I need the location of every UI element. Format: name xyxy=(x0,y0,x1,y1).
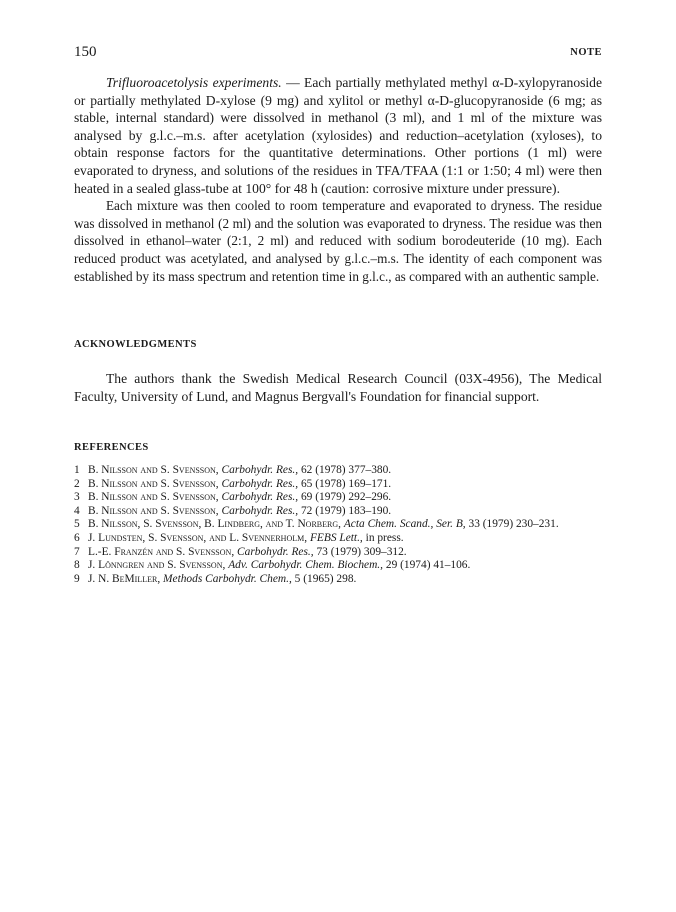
reference-item xyxy=(74,464,602,478)
reference-journal: Carbohydr. Res., xyxy=(221,464,299,476)
reference-authors: B. Nilsson and S. Svensson, xyxy=(88,491,219,504)
reference-item xyxy=(74,559,602,573)
reference-item xyxy=(74,478,602,492)
page-number: 150 xyxy=(74,44,97,60)
paragraph-run-in-title: Trifluoroacetolysis experiments. xyxy=(106,75,282,90)
reference-details: 5 (1965) 298. xyxy=(294,572,357,585)
paragraph-reduction: Each mixture was then cooled to room temperature and evaporated to dryness. The residue was dissolved in methanol (2 ml) and the solution was evaporated to dryness. The residue was then dissolved in ethanol–water (2:1, 2 ml) and reduced with sodium borodeuteride (10 mg). Each reduced product was acetylated, and analysed by g.l.c.–m.s. The identity of each component was established by its mass spectrum and retention time in g.l.c., as compared with an authentic sample. xyxy=(74,198,602,284)
reference-authors: J. N. BeMiller, xyxy=(88,572,161,585)
reference-details: 33 (1979) 230–231. xyxy=(468,518,559,531)
reference-authors: B. Nilsson and S. Svensson, xyxy=(88,477,219,490)
reference-details: 72 (1979) 183–190. xyxy=(300,504,392,517)
reference-number: 7 xyxy=(74,545,80,558)
running-head: NOTE xyxy=(570,47,602,58)
reference-journal: Acta Chem. Scand., Ser. B, xyxy=(343,518,466,531)
reference-number: 1 xyxy=(74,464,80,476)
reference-item xyxy=(74,532,602,546)
reference-authors: J. Lönngren and S. Svensson, xyxy=(88,559,226,572)
reference-details: 73 (1979) 309–312. xyxy=(316,545,407,558)
reference-item xyxy=(74,518,602,532)
paragraph-body: — Each partially methylated methyl α-D-xylopyranoside or partially methylated D-xylose (9 mg) and xylitol or methyl α-D-glucopyranoside (6 mg; as stable, internal standard) were dissolved in methanol (3 ml), and 1 ml of the mixture was analysed by g.l.c.–m.s. after acetylation (xylosides) and reduction–acetylation (xyloses), to obtain response factors for the quantitative determinations. Other portions (1 ml) were evaporated to dryness, and solutions of the residues in TFA/TFAA (1:1 or 1:50; 4 ml) were then heated in a sealed glass-tube at 100° for 48 h (caution: corrosive mixture under pressure). xyxy=(74,75,603,196)
reference-authors: B. Nilsson, S. Svensson, B. Lindberg, and T. Norberg, xyxy=(88,518,341,531)
references-heading: REFERENCES xyxy=(74,442,149,453)
reference-journal: Adv. Carbohydr. Chem. Biochem., xyxy=(228,559,384,572)
reference-item xyxy=(74,505,602,519)
reference-authors: L.-E. Franzén and S. Svensson, xyxy=(88,545,235,558)
paragraph-trifluoroacetolysis xyxy=(74,74,602,197)
reference-details: 62 (1978) 377–380. xyxy=(300,464,392,476)
reference-list xyxy=(74,464,602,586)
reference-authors: J. Lundsten, S. Svensson, and L. Svennerholm, xyxy=(88,531,308,544)
reference-item xyxy=(74,546,602,560)
reference-number: 2 xyxy=(74,477,80,490)
reference-journal: Carbohydr. Res., xyxy=(221,477,299,490)
reference-journal: Carbohydr. Res., xyxy=(237,545,314,558)
reference-journal: Methods Carbohydr. Chem., xyxy=(163,572,292,585)
reference-number: 3 xyxy=(74,491,80,504)
acknowledgments-text: The authors thank the Swedish Medical Research Council (03X-4956), The Medical Faculty, University of Lund, and Magnus Bergvall's Foundation for financial support. xyxy=(74,371,602,404)
reference-number: 6 xyxy=(74,531,80,544)
reference-details: 29 (1974) 41–106. xyxy=(385,559,471,572)
reference-item xyxy=(74,573,602,587)
reference-details: in press. xyxy=(365,531,404,544)
reference-number: 9 xyxy=(74,572,80,585)
reference-journal: Carbohydr. Res., xyxy=(221,491,299,504)
reference-details: 69 (1979) 292–296. xyxy=(300,491,392,504)
reference-number: 5 xyxy=(74,518,80,531)
acknowledgments-heading: ACKNOWLEDGMENTS xyxy=(74,339,197,350)
page-header xyxy=(74,44,602,64)
reference-item xyxy=(74,491,602,505)
reference-number: 4 xyxy=(74,504,80,517)
reference-authors: B. Nilsson and S. Svensson, xyxy=(88,504,219,517)
reference-details: 65 (1978) 169–171. xyxy=(300,477,392,490)
reference-journal: Carbohydr. Res., xyxy=(221,504,299,517)
experimental-section xyxy=(74,74,602,285)
reference-number: 8 xyxy=(74,559,80,572)
reference-journal: FEBS Lett., xyxy=(309,531,363,544)
reference-authors: B. Nilsson and S. Svensson, xyxy=(88,464,219,476)
